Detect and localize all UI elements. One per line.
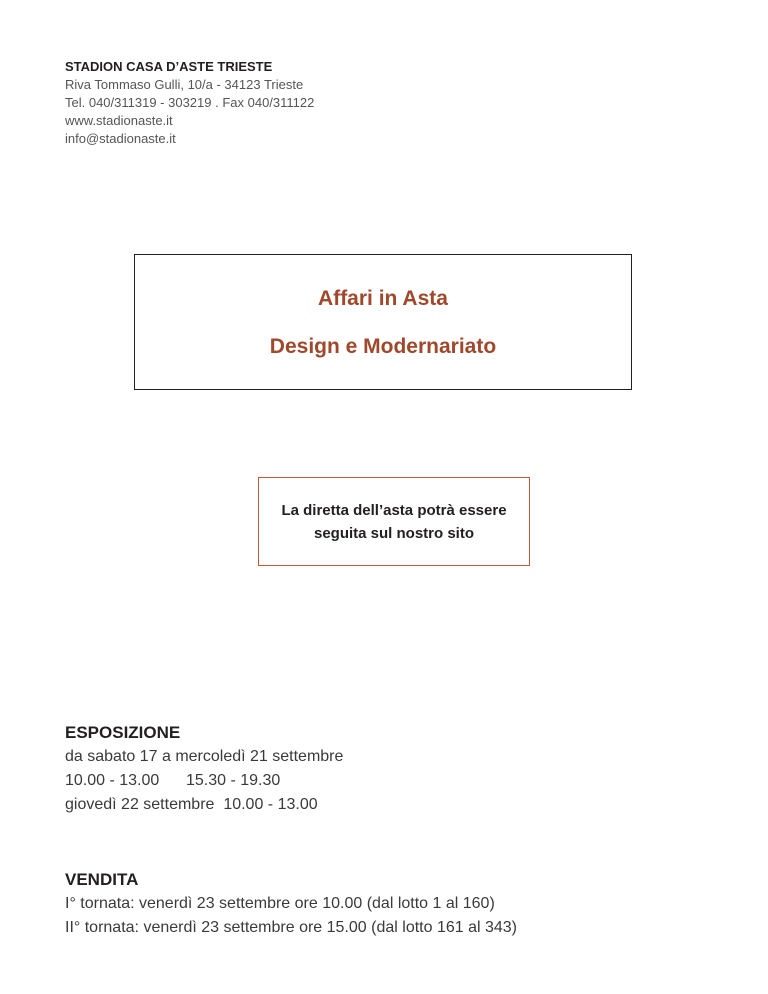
auction-title-box	[134, 254, 632, 390]
company-website-link[interactable]: www.stadionaste.it	[65, 113, 173, 128]
exhibition-thursday: giovedì 22 settembre 10.00 - 13.00	[65, 796, 318, 813]
company-phone: Tel. 040/311319 - 303219 . Fax 040/311122	[65, 95, 315, 110]
exhibition-hours: 10.00 - 13.00 15.30 - 19.30	[65, 772, 281, 789]
sale-session-2: II° tornata: venerdì 23 settembre ore 15.00 (dal lotto 161 al 343)	[65, 919, 518, 936]
exhibition-heading: ESPOSIZIONE	[65, 723, 181, 742]
sale-section	[65, 868, 517, 940]
exhibition-section	[65, 721, 343, 817]
exhibition-dates: da sabato 17 a mercoledì 21 settembre	[65, 748, 344, 765]
live-auction-notice-text: La diretta dell’asta potrà essere seguita sul nostro sito	[281, 501, 507, 542]
auction-subtitle: Design e Modernariato	[269, 335, 497, 358]
company-email-link[interactable]: info@stadionaste.it	[65, 131, 176, 146]
live-auction-notice	[258, 477, 530, 566]
auction-house-header	[65, 58, 314, 148]
auction-title: Affari in Asta	[318, 287, 448, 310]
sale-heading: VENDITA	[65, 870, 139, 889]
company-name: STADION CASA D’ASTE TRIESTE	[65, 59, 273, 74]
sale-session-1: I° tornata: venerdì 23 settembre ore 10.00 (dal lotto 1 al 160)	[65, 895, 495, 912]
company-address: Riva Tommaso Gulli, 10/a - 34123 Trieste	[65, 77, 304, 92]
